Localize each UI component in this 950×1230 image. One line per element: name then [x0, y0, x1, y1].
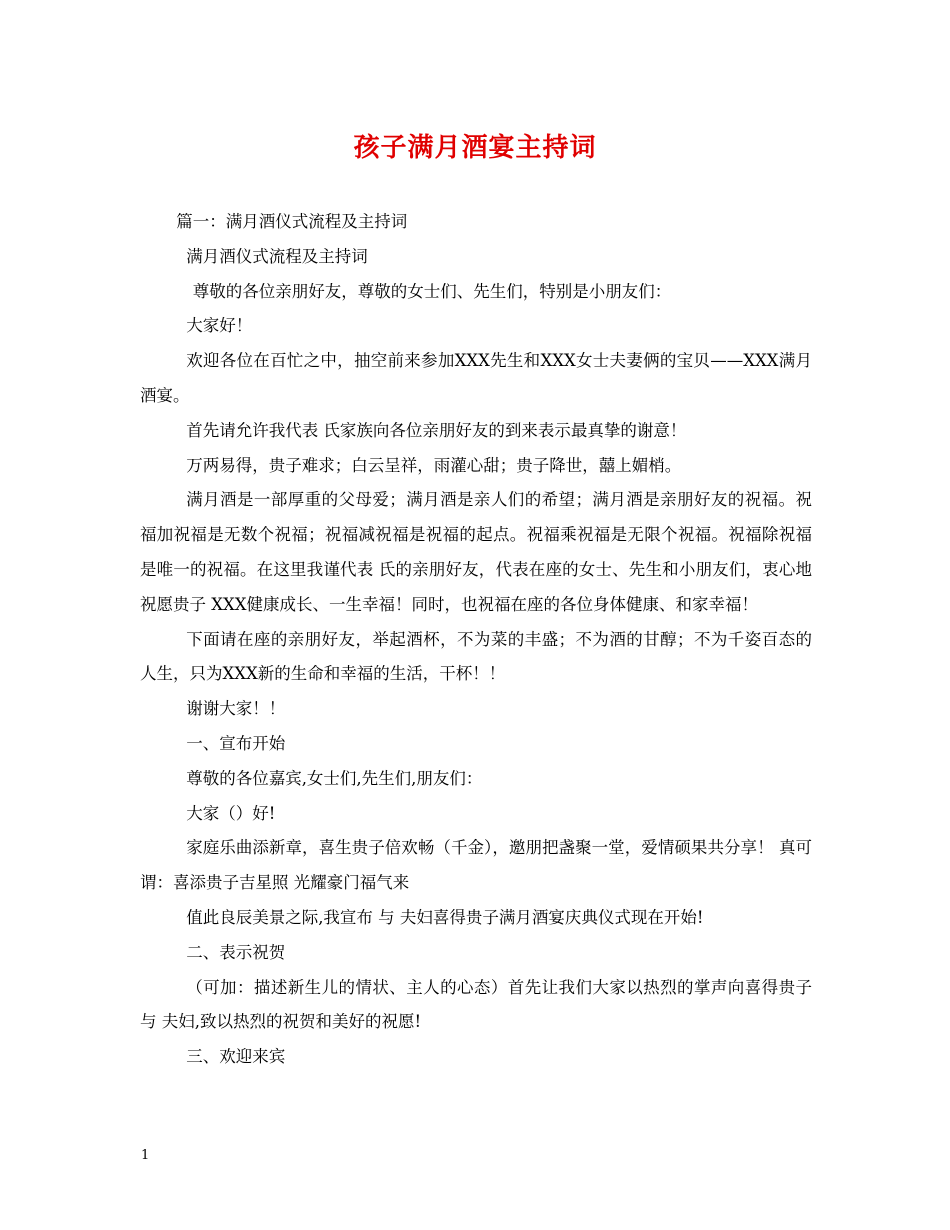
page-number: 1	[141, 1148, 150, 1163]
list-heading: 一、宣布开始	[186, 733, 286, 753]
paragraph: 谢谢大家！！	[186, 699, 286, 719]
paragraph: 家庭乐曲添新章，喜生贵子倍欢畅（千金），邀朋把盏聚一堂，爱情硕果共分享！ 真可谓：喜添贵子吉星照 光耀豪门福气来	[140, 838, 812, 893]
paragraph: 值此良辰美景之际,我宣布 与 夫妇喜得贵子满月酒宴庆典仪式现在开始!	[186, 907, 704, 927]
paragraph: 欢迎各位在百忙之中，抽空前来参加XXX先生和XXX女士夫妻俩的宝贝——XXX满月酒宴。	[140, 351, 812, 405]
list-heading: 二、表示祝贺	[186, 942, 286, 962]
document-title: 孩子满月酒宴主持词	[353, 133, 597, 163]
section-heading: 篇一：满月酒仪式流程及主持词	[176, 212, 408, 231]
paragraph: 满月酒是一部厚重的父母爱；满月酒是亲人们的希望；满月酒是亲朋好友的祝福。祝福加祝福是无数个祝福；祝福减祝福是祝福的起点。祝福乘祝福是无限个祝福。祝福除祝福是唯一的祝福。在这里我谨代表 氏的亲朋好友，代表在座的女士、先生和小朋友们，衷心地祝愿贵子 XXX健康成长、一生幸福！同时，也祝福在座的各位身体健康、和家幸福！	[140, 490, 812, 614]
paragraph: 下面请在座的亲朋好友，举起酒杯，不为菜的丰盛；不为酒的甘醇；不为千姿百态的人生，只为XXX新的生命和幸福的生活，干杯！！	[140, 629, 812, 684]
paragraph: 首先请允许我代表 氏家族向各位亲朋好友的到来表示最真挚的谢意！	[186, 420, 687, 440]
paragraph: 万两易得，贵子难求；白云呈祥，雨灌心甜；贵子降世，囍上媚梢。	[186, 455, 682, 475]
list-heading: 三、欢迎来宾	[186, 1047, 286, 1067]
paragraph: 尊敬的各位嘉宾,女士们,先生们,朋友们：	[186, 768, 483, 788]
paragraph: （可加：描述新生儿的情状、主人的心态）首先让我们大家以热烈的掌声向喜得贵子 与 夫妇,致以热烈的祝贺和美好的祝愿!	[140, 977, 812, 1032]
subsection-heading: 满月酒仪式流程及主持词	[186, 246, 368, 266]
paragraph: 大家（）好!	[186, 803, 276, 823]
document-body	[140, 205, 812, 1075]
paragraph: 大家好！	[186, 316, 253, 336]
paragraph: 尊敬的各位亲朋好友，尊敬的女士们、先生们，特别是小朋友们：	[192, 281, 672, 301]
